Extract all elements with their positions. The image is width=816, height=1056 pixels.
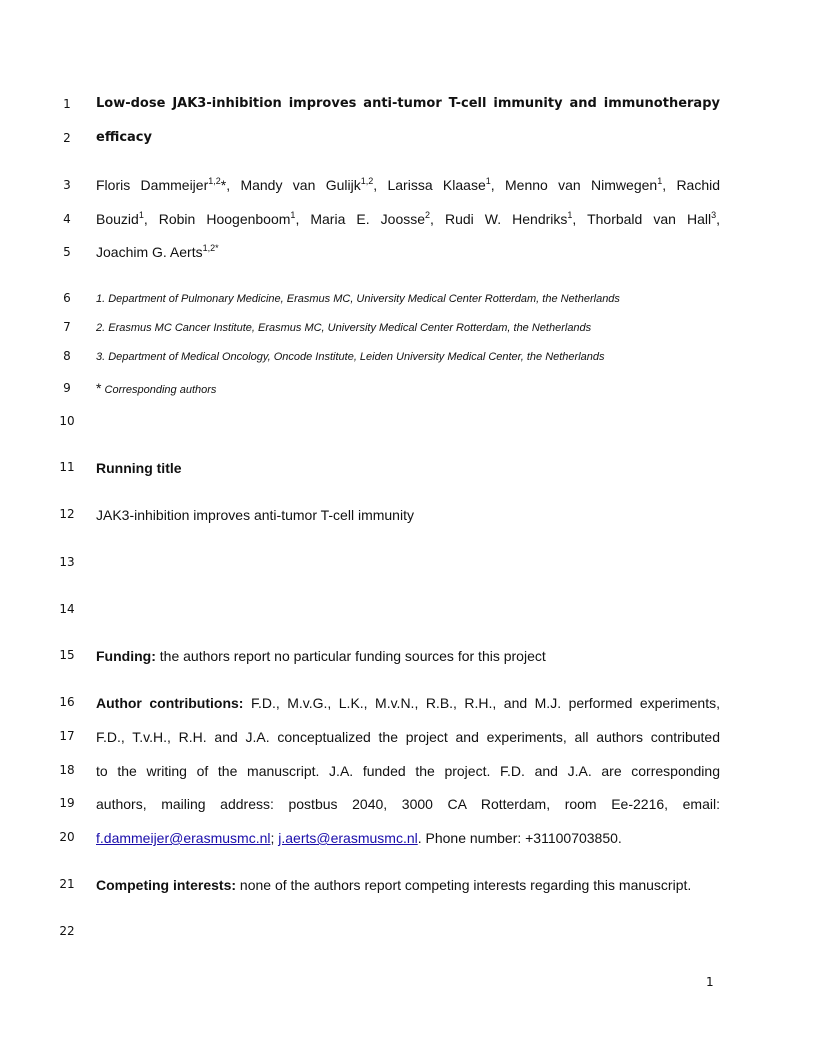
contributions-line-4: authors, mailing address: postbus 2040, 3000 CA Rotterdam, room Ee-2216, email: [96, 796, 720, 812]
author-affiliation-marker: 1 [485, 176, 491, 186]
contributions-text: F.D., M.v.G., L.K., M.v.N., R.B., R.H., and M.J. performed experiments, [250, 695, 720, 711]
line-number-14: 14 [59, 602, 75, 616]
corresponding-label: Corresponding authors [104, 384, 217, 396]
line-number-5: 5 [63, 245, 71, 259]
author-list-line-2: Bouzid$^1$, Robin Hoogenboom$^1$, Maria E. Joosse$^2$, Rudi W. Hendriks$^1$, Thorbald van Hall$^3$, [96, 210, 720, 227]
line-number-2: 2 [63, 131, 71, 145]
line-number-7: 7 [63, 320, 71, 334]
line-number-13: 13 [59, 555, 75, 569]
author-affiliation-marker: 1 [290, 210, 296, 220]
contributions-line-3: to the writing of the manuscript. J.A. funded the project. F.D. and J.A. are corresponding [96, 763, 720, 779]
author-affiliation-marker: 1 [567, 210, 573, 220]
author-affiliation-marker: 1,2* [202, 243, 219, 253]
line-number-19: 19 [59, 796, 75, 810]
author-name: Thorbald van Hall [587, 211, 712, 227]
author-affiliation-marker: 2 [425, 210, 431, 220]
author-name: Joachim G. Aerts [96, 244, 203, 260]
author-affiliation-marker: 1 [138, 210, 144, 220]
line-number-17: 17 [59, 729, 75, 743]
competing-interests-label: Competing interests: [96, 877, 237, 893]
line-number-16: 16 [59, 695, 75, 709]
line-number-6: 6 [63, 291, 71, 305]
competing-interests-statement [96, 876, 720, 894]
funding-label: Funding: [96, 648, 156, 664]
line-number-3: 3 [63, 178, 71, 192]
page-number: 1 [706, 975, 714, 989]
line-number-20: 20 [59, 830, 75, 844]
line-number-9: 9 [63, 381, 71, 395]
affiliation-2: 2. Erasmus MC Cancer Institute, Erasmus MC, University Medical Center Rotterdam, the Netherlands [96, 322, 592, 334]
contributions-line-2: F.D., T.v.H., R.H. and J.A. conceptualized the project and experiments, all authors contributed [96, 729, 720, 745]
line-number-11: 11 [59, 460, 75, 474]
author-affiliation-marker: 1,2 [360, 176, 374, 186]
funding-text: the authors report no particular funding sources for this project [155, 648, 546, 664]
line-number-12: 12 [59, 507, 75, 521]
author-name: Floris Dammeijer [96, 177, 209, 193]
running-title-text: JAK3-inhibition improves anti-tumor T-cell immunity [96, 507, 414, 523]
line-number-18: 18 [59, 763, 75, 777]
line-number-8: 8 [63, 349, 71, 363]
author-name: Mandy van Gulijk [240, 177, 361, 193]
email-link-dammeijer[interactable]: f.dammeijer@erasmusmc.nl [96, 830, 271, 846]
author-name: Menno van Nimwegen [505, 177, 658, 193]
author-list-line-1: Floris Dammeijer$^{1,2}$*, Mandy van Gulijk$^{1,2}$, Larissa Klaase$^1$, Menno van Nimwegen$^1$, Rachid [96, 176, 721, 193]
funding-statement [96, 647, 720, 665]
paper-title-line-1: Low-dose JAK3-inhibition improves anti-tumor T-cell immunity and immunotherapy [96, 96, 720, 111]
line-number-22: 22 [59, 924, 75, 938]
line-number-15: 15 [59, 648, 75, 662]
author-name: Rachid [676, 177, 721, 193]
line-number-10: 10 [59, 414, 75, 428]
author-name: Maria E. Joosse [310, 211, 426, 227]
author-name: Robin Hoogenboom [158, 211, 291, 227]
email-link-aerts[interactable]: j.aerts@erasmusmc.nl [278, 830, 418, 846]
contributions-label: Author contributions: [96, 695, 244, 711]
affiliation-1: 1. Department of Pulmonary Medicine, Erasmus MC, University Medical Center Rotterdam, the Netherlands [96, 293, 620, 305]
line-number-4: 4 [63, 212, 71, 226]
email-separator: ; [270, 830, 279, 846]
phone-number-text: . Phone number: +31100703850. [417, 830, 622, 846]
author-affiliation-marker: 1,2 [208, 176, 221, 186]
author-affiliation-marker: 1 [657, 176, 663, 186]
author-name: Rudi W. Hendriks [444, 211, 568, 227]
competing-interests-text: none of the authors report competing interests regarding this manuscript. [236, 877, 692, 893]
contributions-line-5 [96, 829, 720, 847]
contributions-line-1 [96, 694, 720, 712]
author-name: Bouzid [96, 211, 139, 227]
paper-title-line-2: efficacy [96, 130, 152, 145]
running-title-heading: Running title [96, 460, 182, 476]
author-list-line-3 [96, 243, 720, 261]
corresponding-mark: * [220, 177, 227, 193]
author-name: Larissa Klaase [387, 177, 486, 193]
corresponding-authors-note [96, 379, 720, 399]
line-number-1: 1 [63, 97, 71, 111]
corresponding-star: * [96, 380, 102, 396]
line-number-21: 21 [59, 877, 75, 891]
affiliation-3: 3. Department of Medical Oncology, Oncode Institute, Leiden University Medical Center, the Netherlands [96, 351, 605, 363]
author-affiliation-marker: 3 [711, 210, 717, 220]
